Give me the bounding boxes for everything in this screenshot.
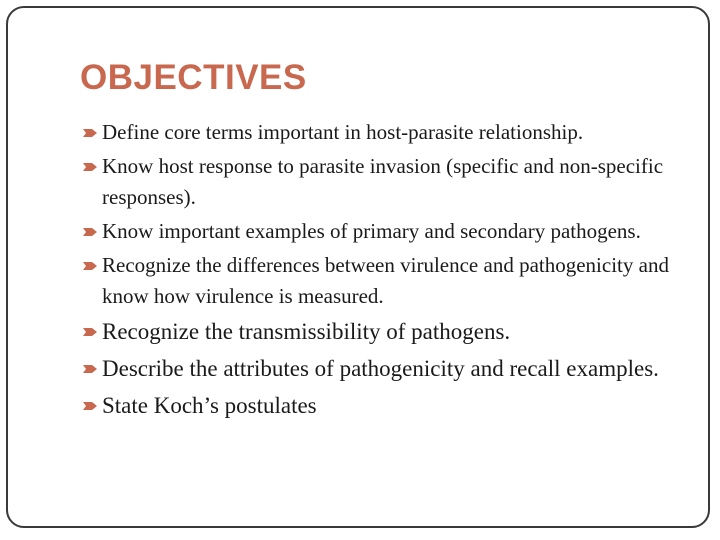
list-item-text: Know host response to parasite invasion (specific and non-specific responses). — [102, 154, 664, 209]
list-item — [80, 250, 680, 312]
ribbon-arrow-icon — [82, 151, 100, 182]
list-item — [80, 352, 680, 385]
list-item-text: Describe the attributes of pathogenicity and recall examples. — [102, 356, 659, 381]
list-item — [80, 216, 680, 247]
objectives-list — [80, 117, 680, 426]
list-item — [80, 117, 680, 148]
list-item-text: Define core terms important in host-parasite relationship. — [102, 120, 584, 144]
list-item-text: State Koch’s postulates — [102, 393, 317, 418]
list-item — [80, 389, 680, 422]
list-item-text: Recognize the differences between virulence and pathogenicity and know how virulence is measured. — [102, 253, 669, 308]
ribbon-arrow-icon — [82, 315, 100, 348]
ribbon-arrow-icon — [82, 250, 100, 281]
ribbon-arrow-icon — [82, 352, 100, 385]
ribbon-arrow-icon — [82, 117, 100, 148]
list-item-text: Recognize the transmissibility of pathogens. — [102, 319, 511, 344]
list-item-text: Know important examples of primary and secondary pathogens. — [102, 219, 641, 243]
list-item — [80, 315, 680, 348]
ribbon-arrow-icon — [82, 389, 100, 422]
ribbon-arrow-icon — [82, 216, 100, 247]
list-item — [80, 151, 680, 213]
slide-title: OBJECTIVES — [80, 58, 307, 97]
